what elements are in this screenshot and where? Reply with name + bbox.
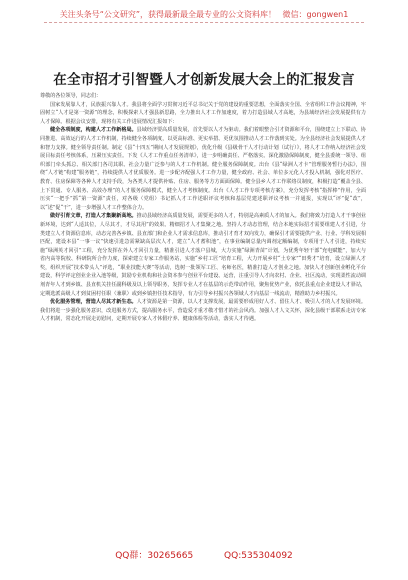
document-title: 在全市招才引智暨人才创新发展大会上的汇报发言 [53,72,355,88]
salutation: 尊敬的各位领导，同志们： [40,93,102,99]
paragraph-lead: 做好引育文章，打造人才集聚新高地。 [50,213,137,220]
footer-contact [0,549,408,563]
footer-qq-group: QQ群：30265665 [115,551,194,561]
paragraph-service [40,298,366,324]
paragraph-talent-attraction [40,212,366,298]
paragraph-text: 人才资源是第一资源，以人才支撑发展，最需要形成用好人才、留住人才、吸引人才的人才发展环境。我们将进一步强化服务意识，改进服务方式，提高服务水平，营造爱才重才敬才惜才的社会风尚。加强人才人文关怀，深化县级干部联系走访专家人才机制，常态化开展走访慰问，定期开展专家人才休假疗养、健康体检等活动，落实人才待遇。 [40,299,366,323]
banner-wechat-text: 微信：gongwen1 [282,10,349,19]
paragraph-text: 县域经济要高质量发展，首先要以人才为驱动。我们着眼整合引才资源和平台，围绕建立上下联动、协同推进、高效运行的人才工作机制，持续健全各项制度，以更高标准、更实举措、更优氛围推动人才工作落到实处。为全县经济社会发展提供人才和智力支撑。健全领导责任制。制定《县“十四五”期间人才发展规划》，优化升级《县级骨干人才行动计划（试行）》，将人才工作纳入经济社会发展目标责任考核体系，压紧压实责任。下发《人才工作重点任务清单》，进一步明确责任、严格落实。深化激励保障制度，健全县委统一领导、组织部门牵头抓总、相关部门各司其职、社会力量广泛参与的人才工作机制。健全服务保障制度。出台《县“绿洲人才卡”管理服务暂行办法》，围绕“人才链”构建“服务链”，持续提供人才优质服务。进一步配齐配强人才工作力量，健全政府、社会、单位多元化人才投入机制，强化对医疗、教育、住房保障等各种人才支持手段，为各类人才提供补贴、住房、服务等方方面面保障。健全县乡人才工作联络员制度，积极打造“覆盖全县、上下贯通、专人服务、高效办理”的人才服务保障模式，健全人才考核制度。出台《人才工作专项考核方案》，充分发挥考核“指挥棒”作用，全面压实“一把手”抓“第一资源”责任，对各级（党组）书记抓人才工作述职评议考核和基层党建述职评议考核一并通报，实现以“评”促“改”，以“述”促“干”，进一步增强人才工作整体合力。 [40,127,366,211]
paragraph-intro [40,101,366,127]
paragraph-lead: 优化服务管理，营造人尽其才新生态。 [50,299,137,306]
document-body [40,92,366,536]
footer-qq: QQ:535304092 [224,551,293,561]
top-banner [44,8,364,23]
banner-promo-text: 关注头条号“公文研究”，获得最新最全最专业的公文资料库！ [59,10,276,19]
paragraph-text: 推动县域经济高质量发展，需要更多的人才，特别是高素质人才的加入。我们将致力打造人才干事创业新环境，达到“人适其位，人尽其才，才尽其用”的效果。精细招才人才集聚之地。坚持人才动态管理，结合本地实际招才需要组建人才引进，分类建立人才资源信息库，动态完善各乡镇、县直部门和企业人才需求信息库，推动引才育才双向发力，确保引才需要提供产业、行业、学科发展相匹配，建设本县“一事一议”快速引进急需紧缺高层次人才，建立“人才蓄积池”，在事业编制总量内调剂定额编制，专项用于人才引进，持续实施“绿洲英才回引”工程，充分发挥在外人才回引力量，精准引进人才落户县城，大力实施“绿洲青苗”计划，为优秀年轻干部“充电赋能”，加大与省内高等院校、科研院所合作力度，探索建立专家工作服务站，实施“乡村工匠”培育工程，大力开展乡村“土专家”“田秀才”培育，设立绿洲人才奖，组织开展“技术带头人”评选，“职业技能大赛”等活动，选树一批领军工匠、名师名医，精准打造人才创业之地。加快人才创新创业孵化平台建设，科学评定创业企业入池等级，鼓励专业机构和社会资本参与创业平台建设、运营，注重引导人才向农村、企业、社区流动，实现柔性流动调剂青年人才到乡镇、县直机关挂任副科级及以上领导职务，发挥专业人才在基层的示范带动作用，聚焦优势产业，依托县重点企业建设人才驿站，定期选派高级人才到贫困村任职（兼职）或到乡镇担任技术指导，有力引导乡村振兴各领域人才向基层一线流动，精准助力乡村振兴。 [40,213,366,297]
paragraph-lead: 健全各项制度，构建人才工作新格局。 [50,127,137,134]
paragraph-institutions [40,126,366,212]
paragraph-text: 国家发展靠人才，民族振兴靠人才。我县将全面学习贯彻习近平总书记关于党的建设的重要思想，全面落实全国、全省组织工作会议精神，牢固树立“人才是第一资源”的理念，积极探索人才强县新思路，全力推出人才工作加速度，着力打造县域人才高地，为县域经济社会发展提供有力人才保障。根据会议安排，现将有关工作进展情况汇报如下： [40,101,366,125]
